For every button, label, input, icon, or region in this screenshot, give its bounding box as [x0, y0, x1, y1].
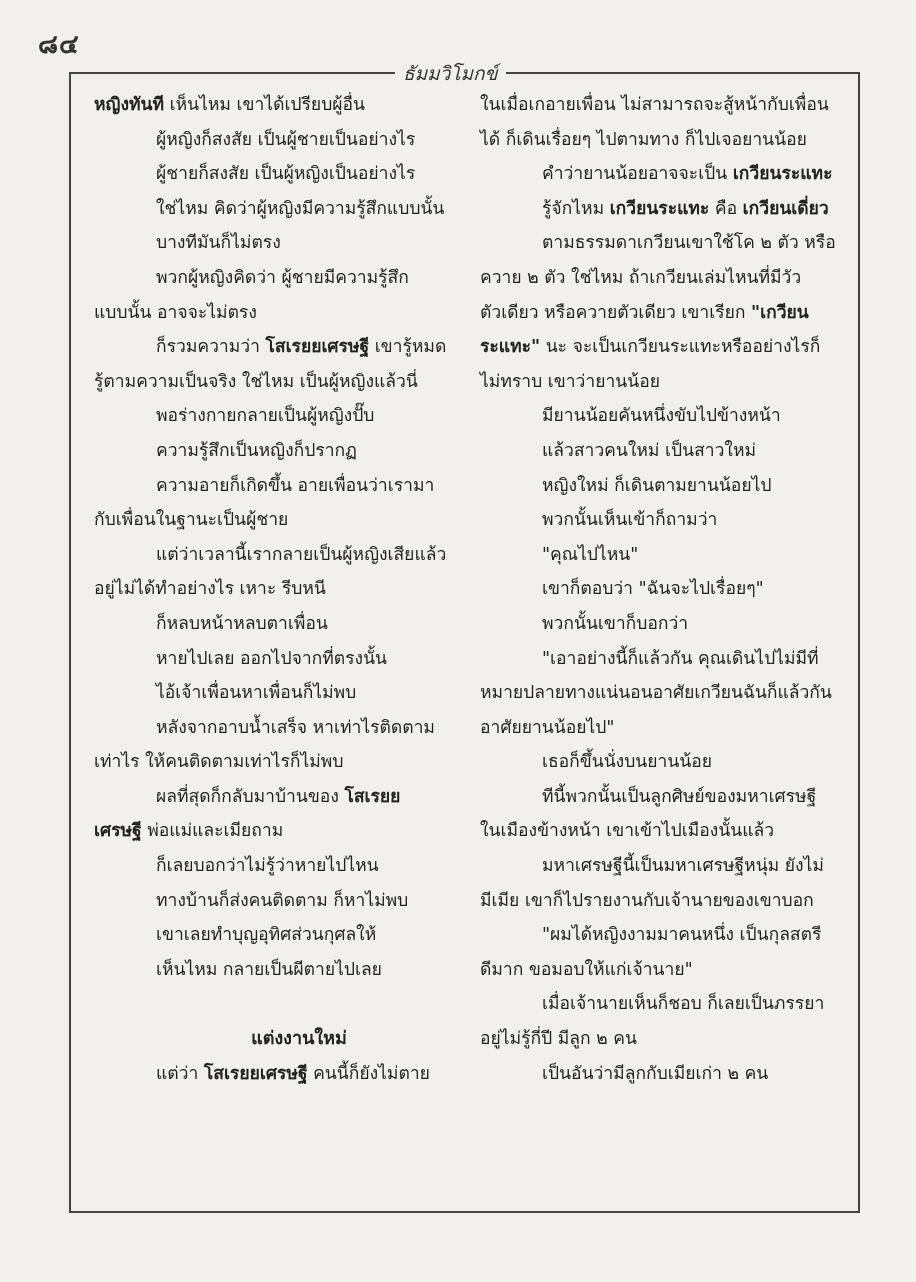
text-span: เขาก็ตอบว่า "ฉันจะไปเรื่อยๆ": [542, 579, 764, 600]
text-span: ทางบ้านก็ส่งคนติดตาม ก็หาไม่พบ: [156, 890, 409, 911]
text-span: ควาย ๒ ตัว ใช่ไหม ถ้าเกวียนเล่มไหนที่มีวัว: [480, 267, 802, 288]
text-span: อยู่ไม่รู้กี่ปี มีลูก ๒ คน: [480, 1029, 637, 1050]
text-line: [94, 123, 456, 158]
text-line: [480, 745, 852, 780]
text-span: ก็หลบหน้าหลบตาเพื่อน: [156, 613, 328, 634]
text-line: [94, 157, 456, 192]
text-span: อาศัยยานน้อยไป": [480, 717, 615, 738]
text-line: [94, 642, 456, 677]
text-line: [94, 192, 456, 227]
text-line: [480, 469, 852, 504]
bold-term: เกวียนระแทะ: [609, 198, 710, 219]
text-line: [480, 88, 852, 123]
text-span: แล้วสาวคนใหม่ เป็นสาวใหม่: [542, 440, 757, 461]
text-line: [94, 399, 456, 434]
text-span: เห็นไหม กลายเป็นผีตายไปเลย: [156, 959, 382, 980]
text-line: [480, 226, 852, 261]
text-line: [94, 261, 456, 296]
text-span: ใช่ไหม คิดว่าผู้หญิงมีความรู้สึกแบบนั้น: [156, 198, 445, 219]
text-span: ผู้ชายก็สงสัย เป็นผู้หญิงเป็นอย่างไร: [156, 164, 416, 185]
text-line: [94, 226, 456, 261]
text-span: ไอ้เจ้าเพื่อนหาเพื่อนก็ไม่พบ: [156, 683, 357, 704]
text-span: พวกผู้หญิงคิดว่า ผู้ชายมีความรู้สึก: [156, 267, 409, 288]
text-line: [94, 1057, 456, 1092]
text-span: มีเมีย เขาก็ไปรายงานกับเจ้านายของเขาบอก: [480, 890, 814, 911]
text-line: [94, 814, 456, 849]
text-span: แต่ว่า: [156, 1063, 204, 1084]
text-span: พวกนั้นเห็นเข้าก็ถามว่า: [542, 510, 718, 531]
text-line: [480, 642, 852, 677]
text-line: [94, 676, 456, 711]
text-line: [480, 503, 852, 538]
text-span: ตามธรรมดาเกวียนเขาใช้โค ๒ ตัว หรือ: [542, 233, 836, 254]
bold-term: ระแทะ": [480, 337, 541, 358]
text-span: เห็นไหม เขาได้เปรียบผู้อื่น: [164, 95, 366, 115]
text-line: [94, 434, 456, 469]
text-line: [94, 849, 456, 884]
text-span: "ผมได้หญิงงามมาคนหนึ่ง เป็นกุลสตรี: [542, 925, 822, 946]
text-line: [480, 780, 852, 815]
text-line: [94, 330, 456, 365]
text-line: [94, 469, 456, 504]
text-span: "คุณไปไหน": [542, 544, 639, 565]
bold-term: โสเรยยเศรษฐี: [203, 1063, 308, 1084]
text-span: ไม่ทราบ เขาว่ายานน้อย: [480, 371, 660, 392]
text-line: [94, 607, 456, 642]
text-span: คนนี้ก็ยังไม่ตาย: [307, 1063, 430, 1084]
text-span: ก็เลยบอกว่าไม่รู้ว่าหายไปไหน: [156, 856, 379, 877]
text-line: [94, 88, 456, 123]
bold-term: โสเรยย: [344, 786, 401, 807]
text-line: [480, 261, 852, 296]
text-line: [480, 192, 852, 227]
text-span: ในเมืองข้างหน้า เขาเข้าไปเมืองนั้นแล้ว: [480, 821, 775, 842]
text-line: [94, 503, 456, 538]
bold-term: เกวียนเดี่ยว: [742, 198, 829, 219]
text-line: [480, 953, 852, 988]
text-span: รู้ตามความเป็นจริง ใช่ไหม เป็นผู้หญิงแล้วนี่: [94, 371, 418, 392]
text-span: ได้ ก็เดินเรื่อยๆ ไปตามทาง ก็ไปเจอยานน้อย: [480, 129, 807, 150]
text-span: ตัวเดียว หรือควายตัวเดียว เขาเรียก: [480, 302, 751, 323]
text-line: [480, 157, 852, 192]
text-span: มหาเศรษฐีนี้เป็นมหาเศรษฐีหนุ่ม ยังไม่: [542, 856, 824, 877]
text-span: รู้จักไหม: [542, 198, 610, 219]
text-span: เป็นอันว่ามีลูกกับเมียเก่า ๒ คน: [542, 1063, 769, 1084]
text-line: [94, 538, 456, 573]
text-span: ในเมื่อเกอายเพื่อน ไม่สามารถจะสู้หน้ากับเพื่อน: [480, 95, 829, 115]
text-span: หมายปลายทางแน่นอนอาศัยเกวียนฉันก็แล้วกัน: [480, 683, 832, 704]
text-span: พ่อแม่และเมียถาม: [141, 821, 284, 842]
running-header: ธัมมวิโมกข์: [395, 59, 506, 89]
bold-term: หญิงทันที: [94, 95, 165, 115]
bold-term: โสเรยยเศรษฐี: [265, 337, 370, 358]
text-line: [480, 814, 852, 849]
text-line: [480, 296, 852, 331]
text-span: ความรู้สึกเป็นหญิงก็ปรากฏ: [156, 440, 357, 461]
text-line: [480, 572, 852, 607]
text-span: ความอายก็เกิดขึ้น อายเพื่อนว่าเรามา: [156, 475, 435, 496]
text-line: [480, 987, 852, 1022]
text-span: ผู้หญิงก็สงสัย เป็นผู้ชายเป็นอย่างไร: [156, 129, 416, 150]
text-span: คำว่ายานน้อยอาจจะเป็น: [542, 164, 733, 185]
text-line: [480, 1057, 852, 1092]
text-line: [480, 434, 852, 469]
text-line: [480, 1022, 852, 1057]
text-line: [94, 296, 456, 331]
text-line: [94, 711, 456, 746]
text-line: [94, 918, 456, 953]
text-span: บางทีมันก็ไม่ตรง: [156, 233, 281, 254]
section-heading: แต่งงานใหม่: [251, 1028, 347, 1050]
text-line: [480, 330, 852, 365]
text-line: [480, 918, 852, 953]
text-span: เท่าไร ให้คนติดตามเท่าไรก็ไม่พบ: [94, 752, 344, 773]
right-column: [480, 88, 852, 1091]
text-line: [94, 953, 456, 988]
text-span: คือ: [709, 198, 743, 219]
text-span: หายไปเลย ออกไปจากที่ตรงนั้น: [156, 648, 388, 669]
text-line: [94, 745, 456, 780]
left-column: [94, 88, 456, 1091]
text-span: กับเพื่อนในฐานะเป็นผู้ชาย: [94, 510, 289, 531]
text-line: [480, 884, 852, 919]
section-spacer: [94, 987, 456, 1022]
text-span: ก็รวมความว่า: [156, 337, 266, 358]
text-span: ทีนี้พวกนั้นเป็นลูกศิษย์ของมหาเศรษฐี: [542, 786, 817, 807]
text-line: [480, 365, 852, 400]
text-line: [480, 676, 852, 711]
text-span: เขารู้หมด: [369, 337, 447, 358]
text-span: ผลที่สุดก็กลับมาบ้านของ: [156, 786, 345, 807]
text-span: เธอก็ขึ้นนั่งบนยานน้อย: [542, 752, 713, 773]
text-line: [94, 884, 456, 919]
text-line: [480, 399, 852, 434]
text-span: เมื่อเจ้านายเห็นก็ชอบ ก็เลยเป็นภรรยา: [542, 994, 825, 1015]
text-span: ดีมาก ขอมอบให้แก่เจ้านาย": [480, 959, 693, 980]
text-line: [480, 849, 852, 884]
text-line: [94, 572, 456, 607]
text-span: หญิงใหม่ ก็เดินตามยานน้อยไป: [542, 475, 772, 496]
text-span: พวกนั้นเขาก็บอกว่า: [542, 613, 689, 634]
bold-term: "เกวียน: [751, 302, 809, 323]
text-span: มียานน้อยคันหนึ่งขับไปข้างหน้า: [542, 406, 781, 427]
text-line: [480, 538, 852, 573]
text-span: อยู่ไม่ได้ทำอย่างไร เหาะ รีบหนี: [94, 579, 326, 600]
text-span: เขาเลยทำบุญอุทิศส่วนกุศลให้: [156, 925, 377, 946]
page-number: ๘๔: [38, 30, 80, 60]
bold-term: เกวียนระแทะ: [732, 164, 833, 185]
text-line: [480, 123, 852, 158]
text-span: พอร่างกายกลายเป็นผู้หญิงปั๊บ: [156, 406, 375, 427]
bold-term: เศรษฐี: [94, 821, 142, 842]
text-span: นะ จะเป็นเกวียนระแทะหรืออย่างไรก็: [540, 337, 821, 358]
text-span: "เอาอย่างนี้ก็แล้วกัน คุณเดินไปไม่มีที่: [542, 648, 819, 669]
text-line: [94, 780, 456, 815]
text-line: [480, 711, 852, 746]
text-line: [480, 607, 852, 642]
text-span: แบบนั้น อาจจะไม่ตรง: [94, 302, 257, 323]
text-span: แต่ว่าเวลานี้เรากลายเป็นผู้หญิงเสียแล้ว: [156, 544, 447, 565]
text-line: [94, 365, 456, 400]
text-span: หลังจากอาบน้ำเสร็จ หาเท่าไรติดตาม: [156, 717, 435, 738]
